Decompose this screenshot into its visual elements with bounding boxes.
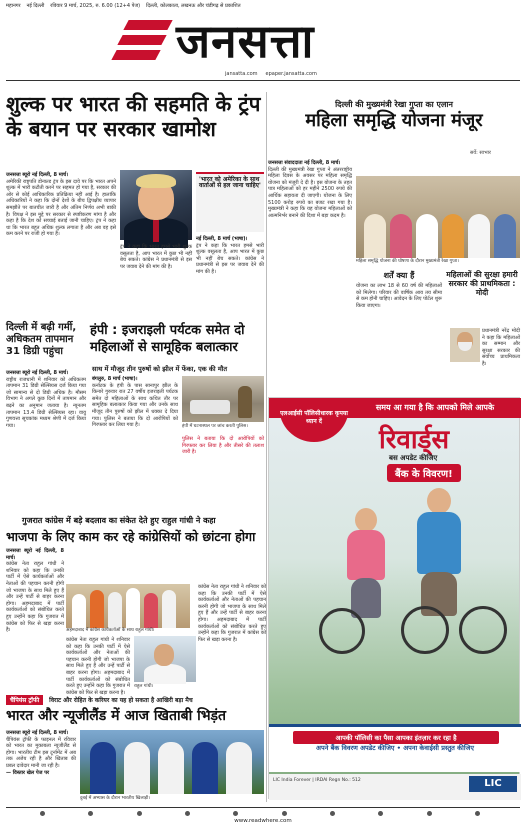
hampi-photo (182, 376, 264, 422)
quote-text: 'भारत को अमेरिका के साथ वार्ताओं से हल जाना चाहिए' (199, 176, 261, 190)
footer-divider (6, 807, 520, 808)
masthead-divider (6, 80, 520, 81)
ad-bottom-line1: आपकी पॉलिसी का पैसा आपका इंतज़ार कर रहा है (293, 731, 499, 744)
jansatta-logo-icon (114, 16, 168, 66)
delhi-cm-headline[interactable]: महिला समृद्धि योजना मंजूर (305, 110, 483, 131)
lead-body-col2: ट्रंप ने कहा कि भारत हमसे भारी शुल्क वसूलता है, आप भारत में कुछ भी नहीं बेच सकते। कांग्रेस ने प्रधानमंत्री से इस पर जवाब देने की मांग की है। (120, 244, 192, 270)
ad-tagline: समय आ गया है कि आपको मिले आपके (375, 403, 495, 412)
footer-url[interactable]: www.readwhere.com (234, 818, 292, 824)
rahul-photo-caption: राहुल गांधी। (134, 684, 154, 689)
cricket-kicker-bar (6, 694, 266, 705)
site-link[interactable]: jansatta.com (225, 71, 258, 77)
conditions-box (356, 270, 442, 362)
lead-body-text: अमेरिकी राष्ट्रपति डोनाल्ड ट्रंप के इस दावे पर कि भारत अपने शुल्क में भारी कटौती करने पर सहमत हो गया है, सरकार की ओर से कोई आधिकारिक प्रतिक्रिया नहीं आई है। हालांकि अधिकारियों ने कहा कि दोनों देशों के बीच द्विपक्षीय व्यापार समझौते पर बातचीत जारी है और अंतिम निर्णय अभी बाकी है। विपक्ष ने इस मुद्दे पर सरकार से स्पष्टीकरण मांगा है और कहा है कि देश को सच्चाई बताई जानी चाहिए। ट्रंप ने कहा था कि भारत बहुत अधिक शुल्क लगाता है और अब वह इसे कम करने पर राजी हो गया है। (6, 178, 116, 238)
gujarat-body-col2: कांग्रेस नेता राहुल गांधी ने शनिवार को कहा कि उनकी पार्टी में ऐसे कार्यकर्ताओं और नेताओं की पहचान करनी होगी जो भाजपा के साथ मिले हुए हैं और उन्हें पार्टी से बाहर करना होगा। अहमदाबाद में पार्टी कार्यकर्ताओं को संबोधित करते हुए उन्होंने कहा कि गुजरात में कांग्रेस को फिर से खड़ा करना है। (66, 637, 130, 696)
published-from: दिल्ली, कोलकाता, लखनऊ और चंडीगढ़ से प्रकाशित (146, 3, 241, 9)
conditions-body: योजना का लाभ 18 से 60 वर्ष की महिलाओं को मिलेगा। परिवार की वार्षिक आय तय सीमा से कम होनी चाहिए। आवेदन के लिए पोर्टल शुरू किया जाएगा। (356, 283, 442, 309)
weather-headline: दिल्ली में बढ़ी गर्मी, अधिकतम तापमान 31 डिग्री पहुंचा (6, 322, 77, 357)
ad-bank-details-badge: बैंक के विवरण! (387, 464, 461, 482)
ad-bottom-line2: अपने बैंक विवरण अपडेट कीजिए • अपना केवाईसी प्रस्तुत कीजिए (316, 744, 474, 752)
delhi-cm-credit: सर्वे: साभार (470, 150, 491, 156)
lic-advertisement[interactable] (268, 397, 520, 799)
modi-photo (450, 328, 480, 362)
delhi-cm-kicker: दिल्ली की मुख्यमंत्री रेखा गुप्ता का एलान (335, 100, 453, 109)
modi-headline: महिलाओं की सुरक्षा हमारी सरकार की प्राथमिकता : मोदी (446, 270, 518, 297)
cricket-team-photo (80, 730, 264, 794)
ad-bottom-panel (269, 724, 521, 772)
hampi-side-text: पुलिस ने बताया कि दो आरोपियों को गिरफ्तार कर लिया है और तीसरे की तलाश जारी है। (182, 436, 264, 456)
ad-footer (269, 774, 521, 800)
lead-headline[interactable]: शुल्क पर भारत की सहमति के ट्रंप के बयान पर सरकार खामोश (6, 92, 261, 141)
delhi-cm-photo-caption: महिला समृद्धि योजना की घोषणा के दौरान मुख्यमंत्री रेखा गुप्ता। (356, 259, 459, 264)
weather-body: जनसत्ता ब्यूरो नई दिल्ली, 8 मार्च। राष्ट्रीय राजधानी में शनिवार को अधिकतम तापमान 31 डिग्री सेल्सियस दर्ज किया गया जो सामान्य से दो डिग्री अधिक है। मौसम विभाग ने अगले कुछ दिनों में तापमान और बढ़ने का अनुमान जताया है। न्यूनतम तापमान 13.4 डिग्री सेल्सियस रहा। वायु गुणवत्ता सूचकांक मध्यम श्रेणी में दर्ज किया गया। (6, 370, 86, 429)
gujarat-photo-caption: अहमदाबाद में कांग्रेस कार्यकर्ताओं के साथ राहुल गांधी। (66, 628, 155, 633)
lead-body (6, 172, 116, 318)
gujarat-kicker: गुजरात कांग्रेस में बड़े बदलाव का संकेत देते हुए राहुल गांधी ने कहा (22, 516, 216, 525)
cricket-headline[interactable]: भारत और न्यूजीलैंड में आज खिताबी भिड़ंत (6, 708, 227, 724)
gujarat-group-photo (66, 584, 190, 628)
hampi-body: बंगलुरु, 8 मार्च (भाषा)। कर्नाटक के हंपी के पास सानापुर झील के किनारे गुरुवार रात 27 वर्षीय इजराइली पर्यटक समेत दो महिलाओं के साथ कथित तौर पर सामूहिक बलात्कार किया गया और उनके साथ मौजूद तीन पुरुषों को झील में धक्का दे दिया गया। पुलिस ने बताया कि दो आरोपियों को गिरफ्तार कर लिया गया है। (92, 376, 178, 429)
date-price: रविवार 9 मार्च, 2025, रु. 6.00 (12+4 पेज) (50, 3, 141, 9)
ad-title: रिवार्ड्स (379, 425, 450, 455)
column-divider (266, 92, 267, 802)
rahul-gandhi-photo (134, 636, 196, 682)
gujarat-headline[interactable]: भाजपा के लिए काम कर रहे कांग्रेसियों को छांटना होगा (6, 529, 256, 544)
delhi-cm-photo (356, 176, 520, 258)
lead-byline: जनसत्ता ब्यूरो नई दिल्ली, 8 मार्च। (6, 172, 69, 178)
hampi-photo-caption: हंपी में घटनास्थल पर जांच करती पुलिस। (182, 424, 248, 429)
cricket-photo-caption: दुबई में अभ्यास के दौरान भारतीय खिलाड़ी। (80, 796, 150, 801)
conditions-title: शर्तें क्या हैं (383, 271, 415, 280)
quote-body: नई दिल्ली, 8 मार्च (भाषा)। ट्रंप ने कहा कि भारत हमसे भारी शुल्क वसूलता है, आप भारत में कुछ भी नहीं बेच सकते। कांग्रेस ने प्रधानमंत्री से इस पर जवाब देने की मांग की है। (196, 236, 264, 275)
hampi-subhead: साथ में मौजूद तीन पुरुषों को झील में फेंका, एक की मौत (92, 365, 228, 373)
masthead (6, 12, 520, 70)
trump-photo (120, 170, 192, 240)
masthead-topline (6, 3, 520, 9)
epaper-link[interactable]: epaper.jansatta.com (265, 71, 317, 77)
hampi-headline[interactable]: हंपी : इजराइली पर्यटक समेत दो महिलाओं से सामूहिक बलात्कार (90, 323, 245, 355)
registration-marks (40, 811, 480, 816)
modi-body: प्रधानमंत्री नरेंद्र मोदी ने कहा कि महिलाओं का सम्मान और सुरक्षा सरकार की सर्वोच्च प्राथमिकता है। (482, 328, 520, 367)
jansatta-logo: जनसत्ता (176, 14, 315, 68)
ad-man-cyclist (409, 488, 469, 658)
edition-label: महानगर (6, 3, 21, 9)
champions-trophy-tag[interactable]: चैंपियंस ट्रॉफी (6, 695, 43, 705)
cricket-body: जनसत्ता ब्यूरो नई दिल्ली, 8 मार्च। चैंपियंस ट्रॉफी के फाइनल में रविवार को भारत का मुकाबला न्यूजीलैंड से होगा। भारतीय टीम इस टूर्नामेंट में अब तक अजेय रही है और खिताब की प्रबल दावेदार मानी जा रही है। — विस्तार खेल पेज पर (6, 730, 76, 776)
masthead-urls (225, 71, 317, 77)
delhi-cm-body: जनसत्ता संवाददाता नई दिल्ली, 8 मार्च। दिल्ली की मुख्यमंत्री रेखा गुप्ता ने अंतरराष्ट्रीय महिला दिवस के अवसर पर महिला समृद्धि योजना को मंजूरी दे दी है। इस योजना के तहत पात्र महिलाओं को हर महीने 2500 रुपये की आर्थिक सहायता दी जाएगी। योजना के लिए 5100 करोड़ रुपये का बजट रखा गया है। मुख्यमंत्री ने कहा कि यह योजना महिलाओं को आत्मनिर्भर बनाने की दिशा में बड़ा कदम है। (268, 160, 352, 219)
ad-ribbon: एलआईसी पॉलिसीधारक कृपया ध्यान दें (279, 406, 349, 442)
city-label: नई दिल्ली (26, 3, 45, 9)
ad-subtitle: बस अपडेट कीजिए (389, 454, 438, 462)
ad-footer-text: LIC India Forever | IRDAI Regn No.: 512 (273, 778, 361, 783)
weather-box[interactable] (6, 322, 84, 364)
lic-logo: LIC (469, 776, 517, 792)
gujarat-body-col3: कांग्रेस नेता राहुल गांधी ने शनिवार को कहा कि उनकी पार्टी में ऐसे कार्यकर्ताओं और नेताओं की पहचान करनी होगी जो भाजपा के साथ मिले हुए हैं और उन्हें पार्टी से बाहर करना होगा। अहमदाबाद में पार्टी कार्यकर्ताओं को संबोधित करते हुए उन्होंने कहा कि गुजरात में कांग्रेस को फिर से खड़ा करना है। (198, 584, 266, 643)
lead-quote-box (196, 172, 264, 232)
ad-woman-cyclist (339, 508, 395, 658)
gujarat-body: जनसत्ता ब्यूरो नई दिल्ली, 8 मार्च। कांग्रेस नेता राहुल गांधी ने शनिवार को कहा कि उनकी पार्टी में ऐसे कार्यकर्ताओं और नेताओं की पहचान करनी होगी जो भाजपा के साथ मिले हुए हैं और उन्हें पार्टी से बाहर करना होगा। अहमदाबाद में पार्टी कार्यकर्ताओं को संबोधित करते हुए उन्होंने कहा कि गुजरात में कांग्रेस को फिर से खड़ा करना है। (6, 548, 64, 634)
cricket-kicker: विराट और रोहित के करियर का यह हो सकता है आखिरी बड़ा मैच (49, 696, 193, 704)
